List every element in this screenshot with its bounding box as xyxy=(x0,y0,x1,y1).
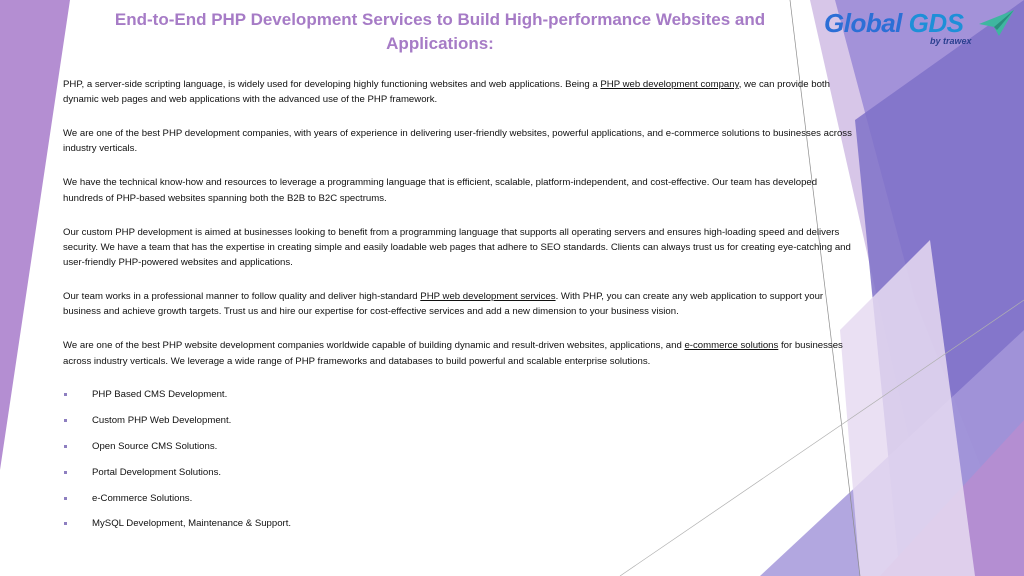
bullet-icon xyxy=(64,419,67,422)
paragraph-technical xyxy=(63,175,858,206)
slide-title: End-to-End PHP Development Services to Build High-performance Websites and Applications: xyxy=(114,10,766,53)
list-item-label: e-Commerce Solutions. xyxy=(92,492,193,504)
list-item xyxy=(63,465,858,491)
list-item-label: PHP Based CMS Development. xyxy=(92,389,228,401)
global-gds-logo xyxy=(824,8,1019,50)
paragraph-experience xyxy=(63,126,858,157)
paragraph-text: PHP, a server-side scripting language, is widely used for developing highly functioning websites and web applications. Being a xyxy=(63,79,601,90)
bullet-icon xyxy=(64,497,67,500)
logo-brand-accent: GDS xyxy=(908,8,964,38)
list-item-label: Portal Development Solutions. xyxy=(92,466,222,478)
paper-plane-icon xyxy=(977,8,1015,38)
link-php-web-development-services[interactable]: PHP web development services xyxy=(420,291,556,303)
list-item-label: Open Source CMS Solutions. xyxy=(92,441,218,453)
paragraph-text: , we can provide both dynamic web pages and web applications with the advanced use of the PHP framework. xyxy=(63,79,830,106)
bullet-icon xyxy=(64,445,67,448)
paragraph-text: Our custom PHP development is aimed at businesses looking to benefit from a programming language that supports all operating servers and ensures high-loading speed and delivers security. We have a team that has the expertise in creating simple and easily loadable web pages that adhere to SEO standards. Clients can always trust us for creating eye-catching and user-friendly PHP-powered websites and applications. xyxy=(63,226,851,269)
content-body xyxy=(63,77,858,542)
list-item-label: MySQL Development, Maintenance & Support. xyxy=(92,518,292,530)
paragraph-custom-development xyxy=(63,225,858,271)
paragraph-text: We are one of the best PHP website development companies worldwide capable of building dynamic and result-driven websites, applications, and xyxy=(63,340,685,352)
bullet-icon xyxy=(64,393,67,396)
paragraph-text: Our team works in a professional manner to follow quality and deliver high-standard xyxy=(63,291,421,303)
logo-wordmark xyxy=(824,8,963,39)
paragraph-text: . With PHP, you can create any web application to support your business and achieve growth targets. Trust us and hire our expertise for cost-effective services and add a new dimension to your business vision. xyxy=(63,291,824,318)
list-item xyxy=(63,491,858,517)
paragraph-text: We are one of the best PHP development companies, with years of experience in delivering user-friendly websites, powerful applications, and e-commerce solutions to businesses across industry verticals. xyxy=(63,128,852,155)
paragraph-text: for businesses across industry verticals. We leverage a wide range of PHP frameworks and databases to build powerful and scalable enterprise solutions. xyxy=(63,340,843,367)
paragraph-worldwide xyxy=(63,338,858,369)
list-item xyxy=(63,413,858,439)
list-item xyxy=(63,387,858,413)
bullet-icon xyxy=(64,471,67,474)
paragraph-text: We have the technical know-how and resources to leverage a programming language that is efficient, scalable, platform-independent, and cost-effective. Our team has developed hundreds of PHP-based websites spanning both the B2B to B2C spectrums. xyxy=(63,177,818,204)
link-php-web-development-company[interactable]: PHP web development company xyxy=(600,79,739,90)
paragraph-team xyxy=(63,289,858,320)
list-item xyxy=(63,439,858,465)
logo-subtitle: by trawex xyxy=(930,36,972,46)
logo-brand: Global xyxy=(824,8,902,38)
bullet-icon xyxy=(64,522,67,525)
left-accent-strip xyxy=(0,0,70,470)
list-item-label: Custom PHP Web Development. xyxy=(92,415,232,427)
services-list xyxy=(63,387,858,542)
list-item xyxy=(63,516,858,542)
paragraph-intro xyxy=(63,77,858,108)
link-e-commerce-solutions[interactable]: e-commerce solutions xyxy=(684,340,779,352)
